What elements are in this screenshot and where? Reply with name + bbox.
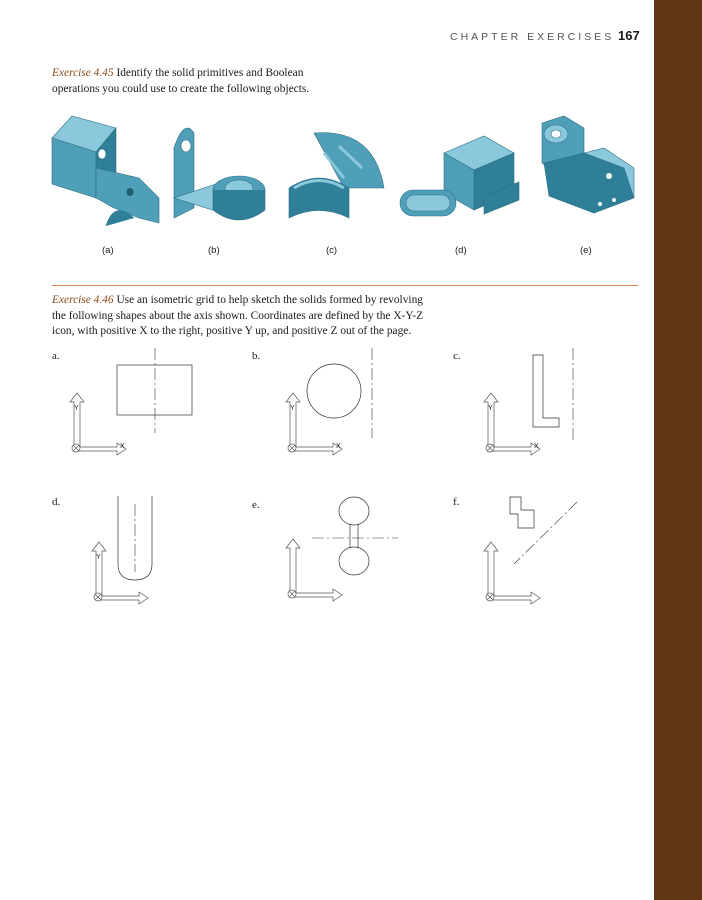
- y-label-d: Y: [96, 554, 101, 561]
- part-b-label: b.: [252, 350, 261, 362]
- exercise-4-46-text: [52, 293, 423, 340]
- solid-b: [174, 128, 265, 220]
- page-number: 167: [618, 28, 640, 43]
- exercise-4-45-label: Exercise 4.45: [52, 67, 114, 79]
- part-f-label: f.: [453, 496, 460, 508]
- part-e-label: e.: [252, 499, 260, 511]
- solid-e: [542, 116, 634, 213]
- exercise-4-46-line2: the following shapes about the axis shown. Coordinates are defined by the X-Y-Z: [52, 309, 424, 322]
- part-c-label: c.: [453, 350, 461, 362]
- revolve-panel-e: [276, 491, 426, 616]
- solid-models-figure: [44, 108, 644, 268]
- exercise-4-45-text: [52, 66, 309, 97]
- running-head: CHAPTER EXERCISES: [450, 31, 615, 43]
- part-d-label: d.: [52, 496, 61, 508]
- revolve-panel-b: [276, 345, 426, 470]
- exercise-4-45-line2: operations you could use to create the following objects.: [52, 82, 310, 95]
- xyz-icon: [484, 393, 540, 455]
- exercise-4-46-line1: Use an isometric grid to help sketch the solids formed by revolving: [116, 294, 423, 306]
- y-label-a: Y: [74, 405, 79, 412]
- solid-c: [289, 133, 384, 218]
- caption-e: (e): [580, 245, 592, 256]
- caption-b: (b): [208, 245, 220, 256]
- y-label-c: Y: [488, 405, 493, 412]
- caption-d: (d): [455, 245, 467, 256]
- revolve-panel-f: [474, 494, 624, 619]
- revolve-panel-c: [474, 345, 624, 470]
- xyz-icon: [484, 542, 540, 604]
- xyz-icon: [286, 393, 342, 455]
- xyz-icon: [286, 539, 342, 601]
- exercise-4-46-label: Exercise 4.46: [52, 294, 114, 306]
- solid-d: [400, 136, 519, 216]
- brown-edge-bar: [654, 0, 702, 900]
- x-label-a: X: [120, 443, 125, 450]
- x-label-c: X: [534, 443, 539, 450]
- x-label-b: X: [336, 443, 341, 450]
- caption-c: (c): [326, 245, 338, 256]
- revolve-panel-d: [82, 494, 232, 619]
- y-label-b: Y: [290, 405, 295, 412]
- caption-a: (a): [102, 245, 114, 256]
- xyz-icon: [70, 393, 126, 455]
- revolve-panel-a: [60, 345, 210, 470]
- exercise-4-46-line3: icon, with positive X to the right, positive Y up, and positive Z out of the page.: [52, 325, 412, 337]
- part-a-label: a.: [52, 350, 60, 362]
- solid-a: [52, 116, 159, 226]
- exercise-4-45-line1: Identify the solid primitives and Boolean: [116, 67, 304, 79]
- section-divider: [52, 285, 638, 286]
